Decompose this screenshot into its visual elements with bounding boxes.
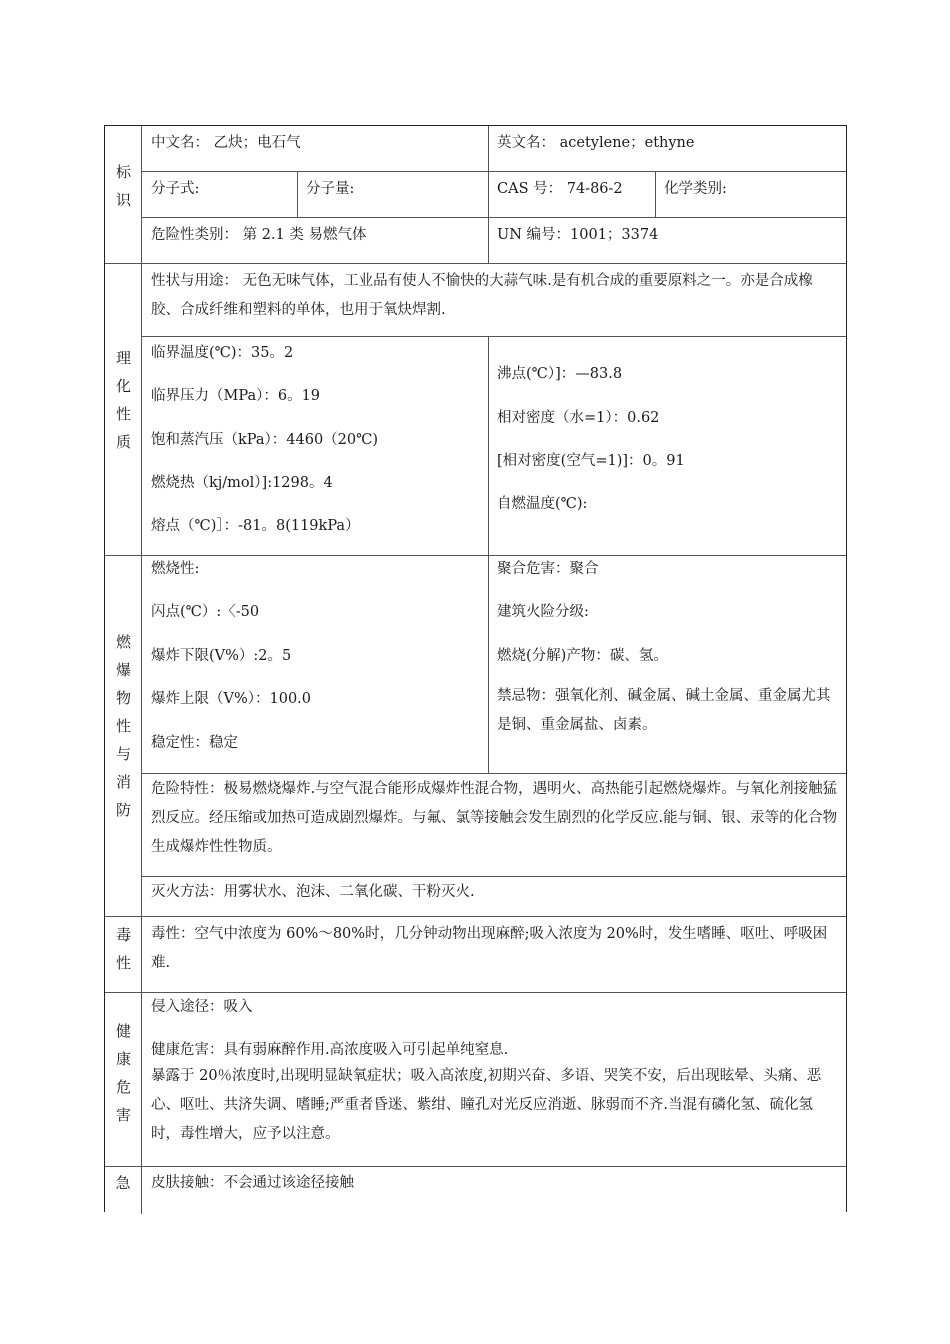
autoignition-temperature: 自燃温度(℃): <box>497 496 588 512</box>
vapor-pressure: 饱和蒸汽压（kPa）：4460（20℃) <box>151 432 379 448</box>
section-fire <box>105 555 846 917</box>
incompatible-materials: 禁忌物：强氧化剂、碱金属、碱土金属、重金属尤其是铜、重金属盐、卤素。 <box>497 688 831 733</box>
toxicity-text: 毒性：空气中浓度为 60%～80%时，几分钟动物出现麻醉;吸入浓度为 20%时，发生嗜睡、呕吐、呼吸困难. <box>151 926 828 971</box>
cas-number: CAS 号： 74-86-2 <box>497 181 623 197</box>
exposure-route: 侵入途径：吸入 <box>151 999 253 1015</box>
section-properties <box>105 263 846 556</box>
extinguishing-method: 灭火方法：用雾状水、泡沫、二氧化碳、干粉灭火. <box>151 884 475 900</box>
heat-of-combustion: 燃烧热（kj/mol）]:1298。4 <box>151 475 333 491</box>
section-health <box>105 992 846 1167</box>
polymerization-hazard: 聚合危害：聚合 <box>497 561 599 577</box>
section-label-fire: 燃爆物性与消防 <box>105 556 142 917</box>
chemical-class: 化学类别: <box>664 181 727 197</box>
stability: 稳定性：稳定 <box>151 735 238 751</box>
boiling-point: 沸点(℃）]：—83.8 <box>497 366 623 382</box>
melting-point: 熔点（℃)］：-81。8(119kPa） <box>151 518 360 534</box>
relative-density-water: 相对密度（水=1）：0.62 <box>497 410 660 426</box>
relative-density-air: [相对密度(空气=1)]：0。91 <box>497 453 685 469</box>
section-firstaid <box>105 1166 846 1214</box>
critical-pressure: 临界压力（MPa）：6。19 <box>151 388 321 404</box>
skin-contact: 皮肤接触：不会通过该途径接触 <box>151 1175 354 1191</box>
english-name: 英文名： acetylene；ethyne <box>497 135 695 151</box>
appearance-usage: 性状与用途： 无色无味气体，工业品有使人不愉快的大蒜气味.是有机合成的重要原料之一。亦是合成橡胶、合成纤维和塑料的单体，也用于氧炔焊割. <box>151 273 813 318</box>
upper-explosive-limit: 爆炸上限（V%）：100.0 <box>151 691 312 707</box>
flammability: 燃烧性: <box>151 561 200 577</box>
section-toxicity <box>105 916 846 993</box>
hazard-class: 危险性类别： 第 2.1 类 易燃气体 <box>151 227 367 243</box>
section-label-firstaid: 急 <box>105 1167 142 1214</box>
section-label-identification: 标识 <box>105 126 142 263</box>
msds-table <box>104 125 847 1212</box>
hazard-characteristics: 危险特性：极易燃烧爆炸.与空气混合能形成爆炸性混合物，遇明火、高热能引起燃烧爆炸。与氧化剂接触猛烈反应。经压缩或加热可造成剧烈爆炸。与氟、氯等接触会发生剧烈的化学反应.能与铜、银、汞等的化合物生成爆炸性性物质。 <box>151 781 838 855</box>
chinese-name: 中文名： 乙炔；电石气 <box>151 135 301 151</box>
un-number: UN 编号：1001；3374 <box>497 227 659 243</box>
section-label-health: 健康危害 <box>105 993 142 1167</box>
section-label-properties: 理化性质 <box>105 264 142 556</box>
section-label-toxicity: 毒性 <box>105 917 142 993</box>
critical-temperature: 临界温度(℃)：35。2 <box>151 345 294 361</box>
section-identification <box>105 126 846 263</box>
molecular-formula: 分子式: <box>151 181 200 197</box>
health-hazard-detail: 暴露于 20％浓度时,出现明显缺氧症状；吸入高浓度,初期兴奋、多语、哭笑不安，后出现眩晕、头痛、恶心、呕吐、共济失调、嗜睡;严重者昏迷、紫绀、瞳孔对光反应消逝、脉弱而不齐.当混有磷化氢、硫化氢时，毒性增大，应予以注意。 <box>151 1068 822 1142</box>
lower-explosive-limit: 爆炸下限(V%）:2。5 <box>151 648 292 664</box>
combustion-products: 燃烧(分解)产物：碳、氢。 <box>497 648 668 664</box>
molecular-weight: 分子量: <box>306 181 355 197</box>
fire-risk-class: 建筑火险分级: <box>497 604 589 620</box>
health-hazard: 健康危害：具有弱麻醉作用.高浓度吸入可引起单纯窒息. <box>151 1042 509 1058</box>
flash-point: 闪点(℃）:〈-50 <box>151 604 260 620</box>
